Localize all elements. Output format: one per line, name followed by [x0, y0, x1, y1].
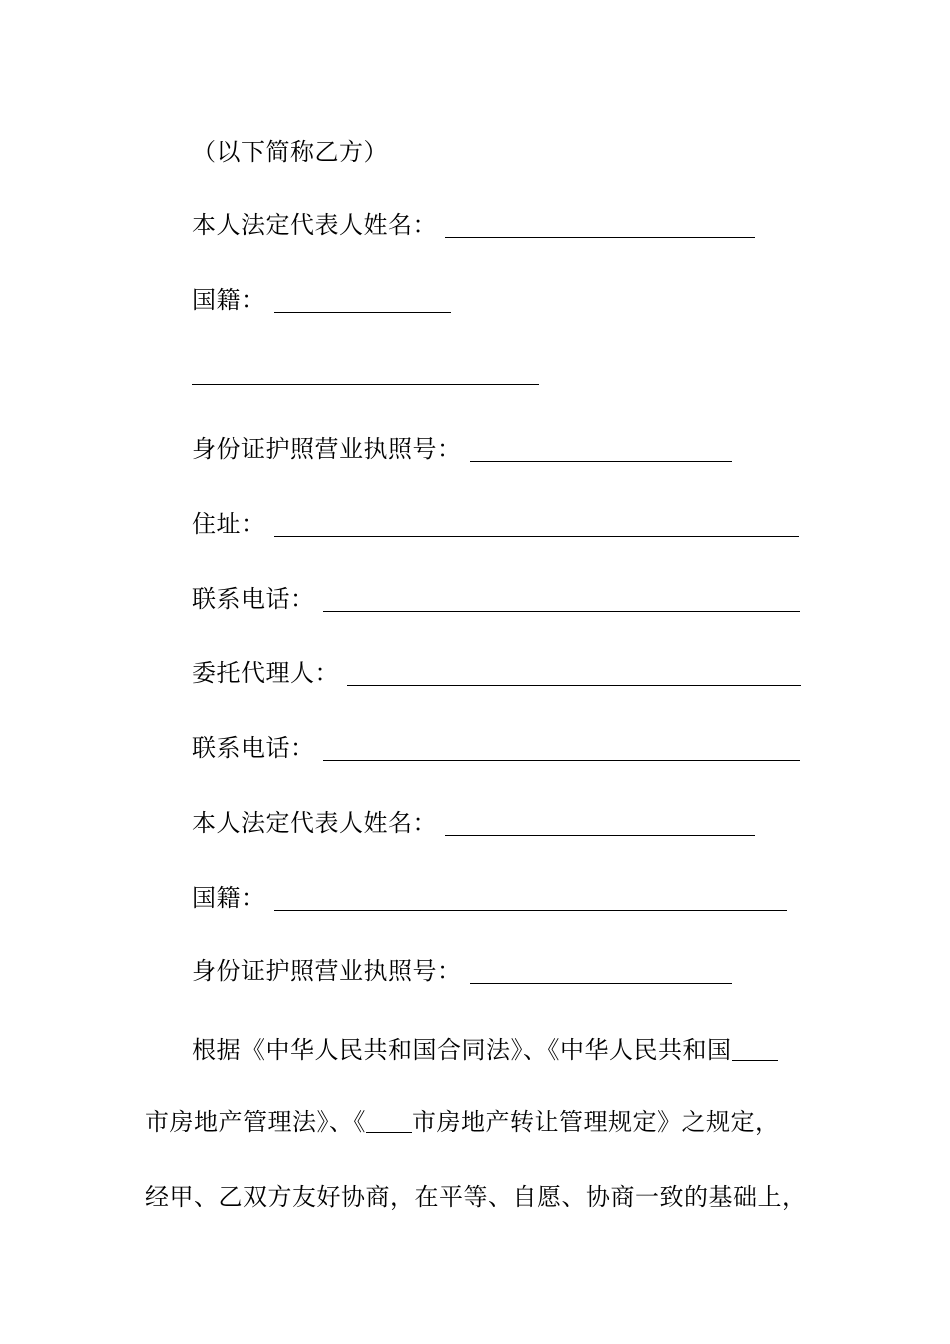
id-number-row-2: [192, 956, 732, 986]
phone-row: [192, 584, 800, 614]
agent-phone-field[interactable]: [323, 738, 800, 761]
rep-name-field-2[interactable]: [445, 813, 755, 836]
regulation-city-blank[interactable]: [366, 1110, 412, 1133]
agent-row: [192, 658, 801, 688]
agent-phone-label: 联系电话：: [192, 734, 315, 762]
party-b-note-text: （以下简称乙方）: [192, 138, 388, 166]
nationality-field[interactable]: [274, 290, 451, 313]
id-number-row: [192, 434, 732, 464]
address-field[interactable]: [274, 514, 799, 537]
rep-name-label-2: 本人法定代表人姓名：: [192, 809, 437, 837]
paragraph-line-2-text-a: 市房地产管理法》、《: [145, 1108, 366, 1136]
phone-label: 联系电话：: [192, 585, 315, 613]
agent-phone-row: [192, 733, 800, 763]
paragraph-line-1: [192, 1035, 778, 1065]
id-number-field-2[interactable]: [470, 961, 732, 984]
id-number-field[interactable]: [470, 439, 732, 462]
blank-line-field[interactable]: [192, 383, 539, 385]
agent-field[interactable]: [347, 663, 801, 686]
nationality-row: [192, 285, 451, 315]
id-number-label-2: 身份证护照营业执照号：: [192, 957, 462, 985]
rep-name-field[interactable]: [445, 215, 755, 238]
paragraph-line-1-text: 根据《中华人民共和国合同法》、《中华人民共和国: [192, 1036, 732, 1064]
rep-name-label: 本人法定代表人姓名：: [192, 211, 437, 239]
law-city-blank[interactable]: [732, 1038, 778, 1061]
rep-name-row-2: [192, 808, 755, 838]
party-b-note: [192, 137, 388, 167]
nationality-label-2: 国籍：: [192, 884, 266, 912]
paragraph-line-2: [145, 1107, 780, 1137]
address-row: [192, 509, 799, 539]
agent-label: 委托代理人：: [192, 659, 339, 687]
paragraph-line-3-text: 经甲、乙双方友好协商，在平等、自愿、协商一致的基础上，: [145, 1183, 807, 1211]
address-label: 住址：: [192, 510, 266, 538]
phone-field[interactable]: [323, 589, 800, 612]
paragraph-line-3: [145, 1182, 807, 1212]
nationality-label: 国籍：: [192, 286, 266, 314]
rep-name-row: [192, 210, 755, 240]
paragraph-line-2-text-b: 市房地产转让管理规定》之规定，: [412, 1108, 780, 1136]
nationality-row-2: [192, 883, 787, 913]
nationality-field-2[interactable]: [274, 888, 787, 911]
id-number-label: 身份证护照营业执照号：: [192, 435, 462, 463]
